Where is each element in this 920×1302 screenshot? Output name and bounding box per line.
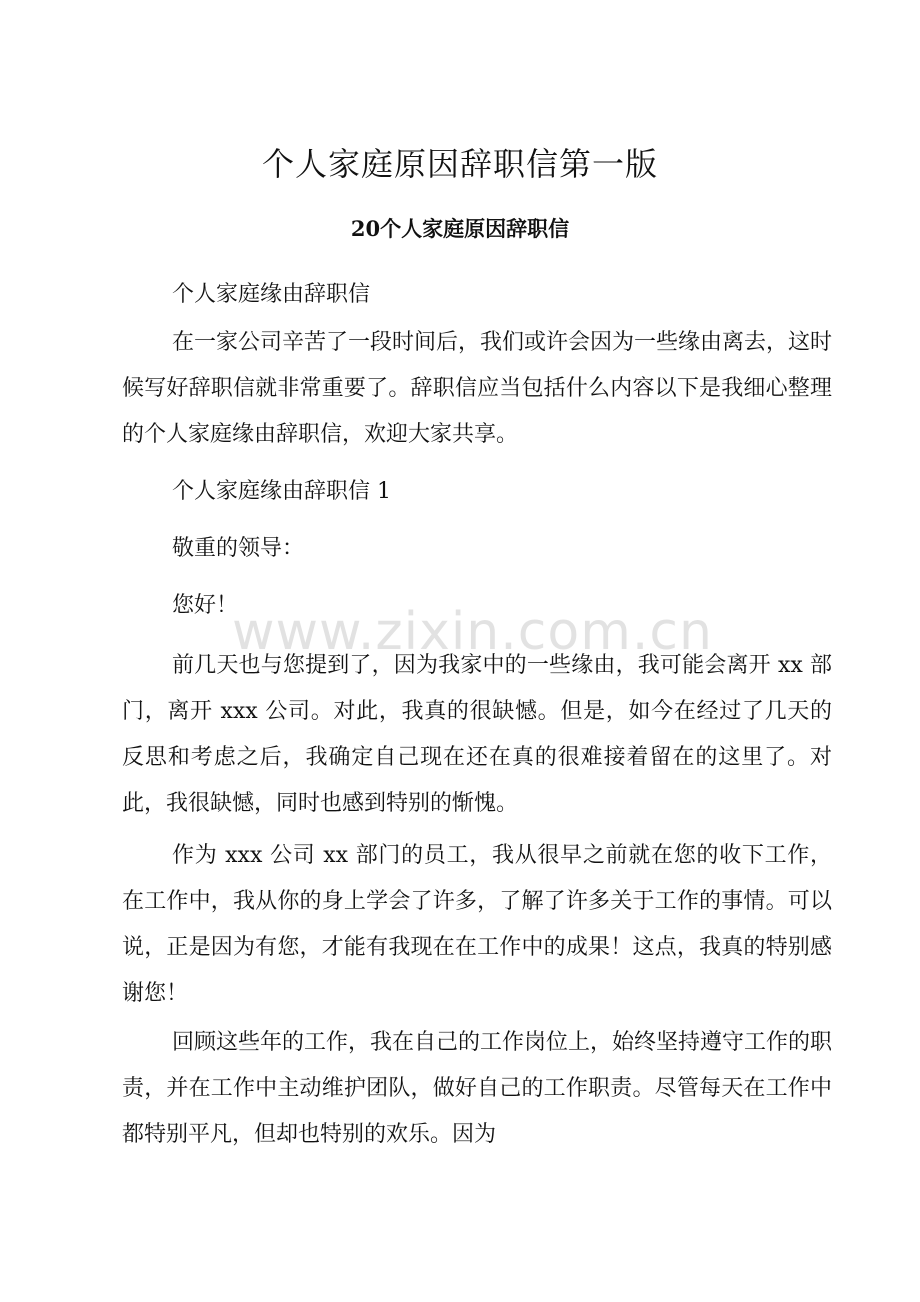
paragraph-heading: 个人家庭缘由辞职信 [172,282,371,307]
document-subtitle: 20个人家庭原因辞职信 [350,216,570,241]
paragraph-body-2: 作为 xxx 公司 xx 部门的员工，我从很早之前就在您的收下工作，在工作中，我从你的身上学会了许多，了解了许多关于工作的事情。可以说，正是因为有您，才能有我现在在工作中的成果！这点，我真的特别感谢您！ [122,843,832,1006]
document-title: 个人家庭原因辞职信第一版 [261,145,658,183]
paragraph-greeting: 您好！ [172,593,239,618]
paragraph-body-3: 回顾这些年的工作，我在自己的工作岗位上，始终坚持遵守工作的职责，并在工作中主动维护团队，做好自己的工作职责。尽管每天在工作中都特别平凡，但却也特别的欢乐。因为 [122,1030,833,1147]
paragraph-salutation: 敬重的领导： [172,536,305,561]
paragraph-intro: 在一家公司辛苦了一段时间后，我们或许会因为一些缘由离去，这时候写好辞职信就非常重要了。辞职信应当包括什么内容以下是我细心整理的个人家庭缘由辞职信，欢迎大家共享。 [122,330,833,447]
paragraph-body-1: 前几天也与您提到了，因为我家中的一些缘由，我可能会离开 xx 部门，离开 xxx 公司。对此，我真的很缺憾。但是，如今在经过了几天的反思和考虑之后，我确定自己现在还在真的很难接着留在的这里了。对此，我很缺憾，同时也感到特别的惭愧。 [122,653,832,816]
watermark-text: www.zixin.com.cn [232,602,713,662]
paragraph-letter-heading: 个人家庭缘由辞职信 1 [172,479,391,504]
